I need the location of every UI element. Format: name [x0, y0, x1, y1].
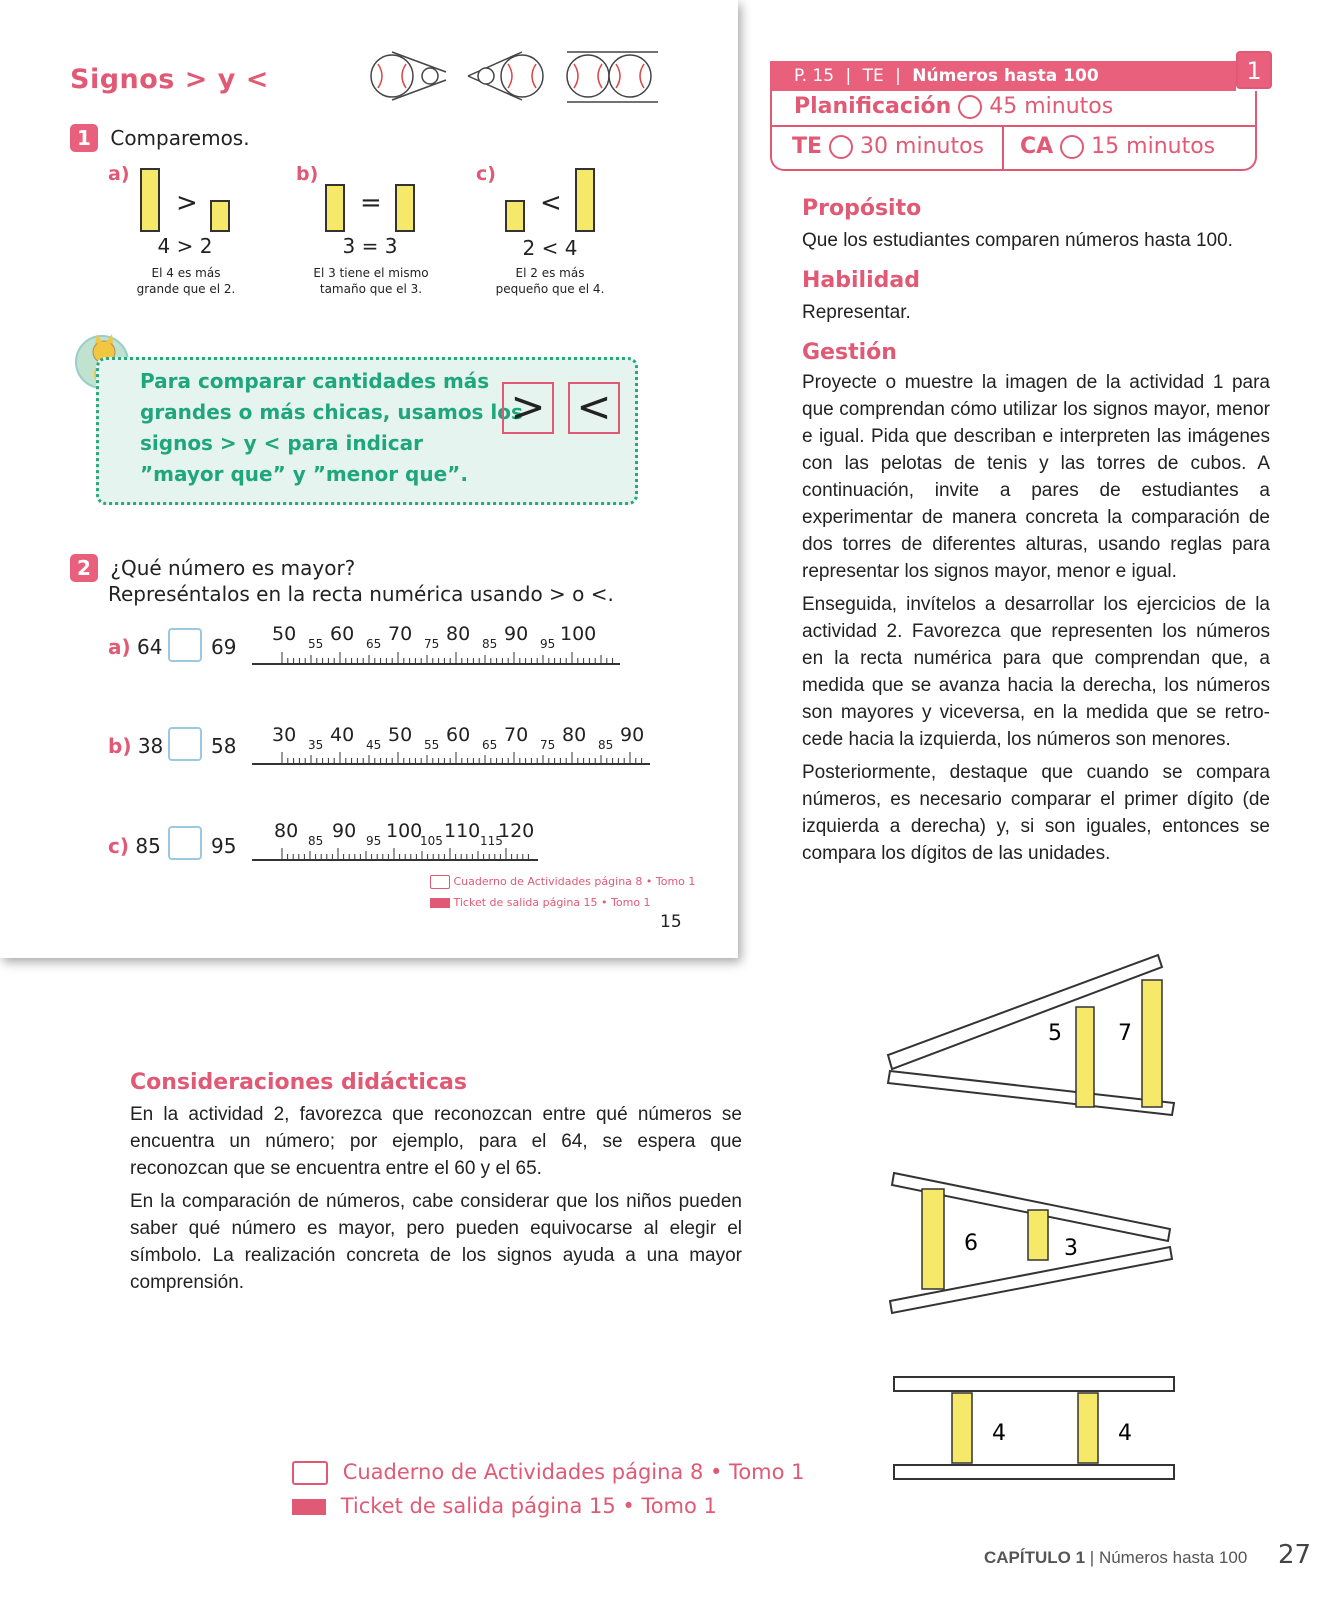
- cube-tower-2-c: [505, 200, 525, 232]
- tick-label: 70: [504, 724, 529, 746]
- tick-label: 110: [444, 820, 481, 842]
- header-page: P. 15: [794, 66, 835, 86]
- tick-label: 85: [482, 637, 498, 651]
- tick-label: 30: [272, 724, 297, 746]
- fig2-right-number: 3: [1064, 1236, 1078, 1261]
- cube-tower-4-c: [575, 168, 595, 232]
- te-label: TE: [792, 134, 823, 159]
- fig1-right-number: 7: [1118, 1021, 1132, 1046]
- activity1-number: 1: [70, 124, 98, 152]
- activity2-number: 2: [70, 554, 98, 582]
- gestion-paragraph-2: Enseguida, invítelos a desarrollar los ejercicios de la actividad 2. Favorezca que representen los números en la recta numérica para que comprendan que, a medida que se avanza hacia la derecha, los números son mayores y viceversa, en la medida que se retro-cede hacia la izquierda, los números son menores.: [802, 594, 1270, 750]
- item-b-expression: 3 = 3: [342, 234, 398, 258]
- planning-time: 45 minutos: [989, 94, 1114, 119]
- number-line-a-labels: [250, 623, 620, 653]
- fig2-left-number: 6: [964, 1231, 978, 1256]
- row-b: [108, 734, 163, 758]
- consideraciones-section: [130, 1070, 742, 1296]
- tick-label: 90: [620, 724, 645, 746]
- habilidad-text: Representar.: [802, 302, 911, 323]
- student-ref-2-text: Ticket de salida página 15 • Tomo 1: [453, 896, 651, 909]
- tick-label: 65: [482, 738, 498, 752]
- proposito-title: Propósito: [802, 196, 922, 221]
- item-c-caption: [490, 265, 610, 297]
- ticket-icon: [292, 1499, 326, 1515]
- tip-text: [140, 366, 523, 490]
- answer-box-c[interactable]: [168, 826, 202, 860]
- ca-label: CA: [1020, 134, 1054, 159]
- row-c-label: c): [108, 834, 129, 858]
- row-a: [108, 635, 162, 659]
- chapter-tab: 1: [1236, 51, 1272, 89]
- row-b-label: b): [108, 734, 132, 758]
- guide-header-bar: P. 15 | TE | Números hasta 100: [770, 61, 1236, 91]
- less-sign-box: <: [568, 382, 620, 434]
- header-te: TE: [862, 66, 884, 86]
- planning-label: Planificación: [794, 94, 952, 119]
- tick-label: 60: [446, 724, 471, 746]
- tick-label: 45: [366, 738, 382, 752]
- student-ref-2: [430, 896, 651, 909]
- activity1-header: [70, 124, 250, 152]
- item-a-expression: 4 > 2: [157, 234, 213, 258]
- tick-label: 50: [388, 724, 413, 746]
- tick-label: 80: [446, 623, 471, 645]
- cube-tower-4: [140, 168, 160, 232]
- activity1-prompt: Comparemos.: [110, 126, 250, 150]
- footer-chapter: CAPÍTULO 1: [984, 1548, 1086, 1567]
- activity2-prompt-1: ¿Qué número es mayor?: [110, 556, 356, 580]
- row-c-right: 95: [211, 834, 237, 858]
- tip-line-2: grandes o más chicas, usamos los: [140, 400, 523, 424]
- number-line-b: [250, 750, 654, 766]
- greater-sign-box: >: [502, 382, 554, 434]
- item-a-caption-1: El 4 es más: [151, 266, 221, 280]
- student-page-number: 15: [660, 912, 682, 932]
- item-b-caption-1: El 3 tiene el mismo: [313, 266, 429, 280]
- item-a-caption: [126, 265, 246, 297]
- guide-ref-2: [292, 1494, 717, 1518]
- tick-label: 105: [420, 834, 443, 848]
- item-b-label: b): [296, 163, 319, 185]
- footer-topic: Números hasta 100: [1098, 1548, 1248, 1567]
- row-b-right: 58: [211, 734, 237, 758]
- tick-label: 80: [562, 724, 587, 746]
- item-b-caption-2: tamaño que el 3.: [319, 282, 423, 296]
- page-footer: CAPÍTULO 1 | Números hasta 100: [984, 1548, 1248, 1567]
- item-a-sign: >: [176, 188, 198, 218]
- tick-label: 55: [308, 637, 324, 651]
- tick-label: 85: [308, 834, 324, 848]
- te-time: 30 minutos: [860, 134, 985, 159]
- baseballs-illustration: [368, 46, 668, 106]
- item-c-expression: 2 < 4: [522, 236, 578, 260]
- item-c-label: c): [476, 163, 496, 185]
- activity2-header: [70, 554, 355, 582]
- guide-text-column: [802, 196, 1270, 867]
- fig3-right-number: 4: [1118, 1421, 1132, 1446]
- item-b-caption: [310, 265, 432, 297]
- te-row: [792, 134, 984, 159]
- planning-row: [794, 94, 1113, 119]
- clock-icon: [1060, 135, 1084, 159]
- row-a-left: 64: [137, 635, 163, 659]
- gestion-title: Gestión: [802, 340, 897, 365]
- row-c-left: 85: [135, 834, 161, 858]
- header-topic: Números hasta 100: [912, 66, 1099, 86]
- tick-label: 100: [560, 623, 597, 645]
- tick-label: 100: [386, 820, 423, 842]
- tick-label: 120: [498, 820, 535, 842]
- book-icon: [292, 1461, 328, 1485]
- item-a-caption-2: grande que el 2.: [136, 282, 236, 296]
- book-icon: [430, 875, 450, 889]
- ruler-cube-illustrations: [880, 945, 1180, 1505]
- row-a-right: 69: [211, 635, 237, 659]
- tick-label: 95: [366, 834, 382, 848]
- footer-page-number: 27: [1278, 1540, 1312, 1570]
- row-b-left: 38: [137, 734, 164, 758]
- gestion-paragraph-1: Proyecte o muestre la imagen de la actividad 1 para que comprendan cómo utilizar los signos mayor, menor e igual. Pida que describan e interpreten las imágenes con las pelotas de tenis y las torres de cubos. A continuación, invite a pares de estudiantes a experimentar de manera concreta la comparación de dos torres de diferentes alturas, usando reglas para representar los signos mayor, menor e igual.: [802, 372, 1270, 582]
- fig1-left-number: 5: [1048, 1021, 1062, 1046]
- item-b-sign: =: [360, 188, 382, 218]
- clock-icon: [829, 135, 853, 159]
- tick-label: 90: [504, 623, 529, 645]
- tick-label: 65: [366, 637, 382, 651]
- cube-tower-3b: [395, 184, 415, 232]
- row-c: [108, 834, 161, 858]
- tick-label: 115: [480, 834, 503, 848]
- tick-label: 70: [388, 623, 413, 645]
- number-line-c: [250, 846, 540, 862]
- student-ref-1-text: Cuaderno de Actividades página 8 • Tomo 1: [453, 875, 696, 888]
- proposito-text: Que los estudiantes comparen números hasta 100.: [802, 230, 1233, 251]
- tip-line-3: signos > y < para indicar: [140, 431, 423, 455]
- number-line-a: [250, 650, 622, 666]
- fig3-left-number: 4: [992, 1421, 1006, 1446]
- tick-label: 85: [598, 738, 614, 752]
- guide-ref-1: [292, 1460, 805, 1485]
- tick-label: 75: [424, 637, 440, 651]
- tick-label: 90: [332, 820, 357, 842]
- tip-line-4: ”mayor que” y ”menor que”.: [140, 462, 468, 486]
- tip-line-1: Para comparar cantidades más: [140, 369, 490, 393]
- clock-icon: [958, 95, 982, 119]
- tick-label: 50: [272, 623, 297, 645]
- item-a-label: a): [108, 163, 130, 185]
- activity2-prompt-2: Represéntalos en la recta numérica usando > o <.: [108, 582, 614, 606]
- cube-tower-3a: [325, 184, 345, 232]
- answer-box-a[interactable]: [168, 628, 202, 662]
- answer-box-b[interactable]: [168, 727, 202, 761]
- consideraciones-paragraph-2: En la comparación de números, cabe considerar que los niños pueden saber qué número es mayor, pero pueden equivocarse al elegir el símbolo. La realización concreta de los signos ayuda a una mayor comprensión.: [130, 1191, 742, 1293]
- ca-row: [1020, 134, 1215, 159]
- consideraciones-paragraph-1: En la actividad 2, favorezca que reconozcan entre qué números se encuentra un número; por ejemplo, para el 64, se espera que reconozcan que se encuentra entre el 60 y el 65.: [130, 1104, 742, 1179]
- tick-label: 75: [540, 738, 556, 752]
- page-title: Signos > y <: [70, 64, 269, 95]
- row-a-label: a): [108, 635, 131, 659]
- tick-label: 55: [424, 738, 440, 752]
- student-page: [0, 0, 738, 958]
- habilidad-title: Habilidad: [802, 268, 920, 293]
- item-c-caption-2: pequeño que el 4.: [495, 282, 605, 296]
- item-c-caption-1: El 2 es más: [515, 266, 585, 280]
- tick-label: 35: [308, 738, 324, 752]
- cube-tower-2: [210, 200, 230, 232]
- tick-label: 40: [330, 724, 355, 746]
- ca-time: 15 minutos: [1091, 134, 1216, 159]
- consideraciones-title: Consideraciones didácticas: [130, 1070, 467, 1095]
- tick-label: 60: [330, 623, 355, 645]
- ticket-icon: [430, 898, 450, 908]
- item-c-sign: <: [540, 188, 562, 218]
- guide-ref-1-text: Cuaderno de Actividades página 8 • Tomo 1: [342, 1460, 805, 1484]
- tick-label: 95: [540, 637, 556, 651]
- tick-label: 80: [274, 820, 299, 842]
- gestion-paragraph-3: Posteriormente, destaque que cuando se compara números, es necesario comparar el primer dígito (de izquierda a derecha) y, si son iguales, entonces se compara los dígitos de las unidades.: [802, 762, 1270, 864]
- guide-ref-2-text: Ticket de salida página 15 • Tomo 1: [340, 1494, 717, 1518]
- student-ref-1: [430, 875, 695, 889]
